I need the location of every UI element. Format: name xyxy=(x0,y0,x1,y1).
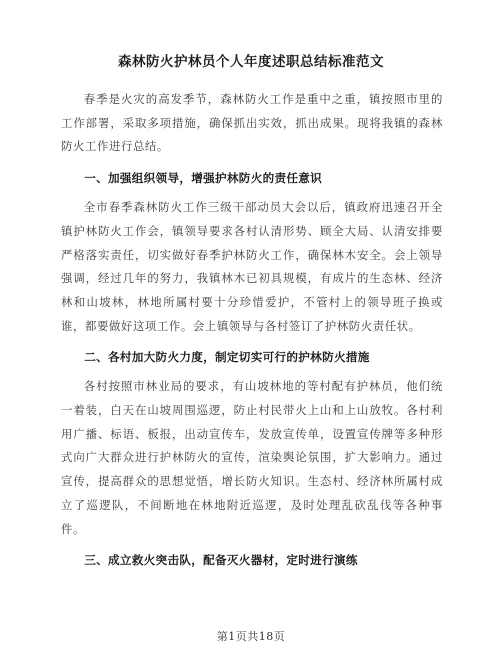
document-title: 森林防火护林员个人年度述职总结标准范文 xyxy=(118,54,384,70)
section-body-1: 全市春季森林防火工作三级干部动员大会以后，镇政府迅速召开全镇护林防火工作会，镇领导要求各村认清形势、顾全大局、认清安排要严格落实责任，切实做好春季护林防火工作，确保林木安全。会上领导强调，经过几年的努力，我镇林木已初具规模，有成片的生态林、经济林和山坡林，林地所属村要十分珍惜爱护，不管村上的领导班子换或谁，都要做好这项工作。会上镇领导与各村签订了护林防火责任状。 xyxy=(61,200,443,333)
page-number: 第1页共18页 xyxy=(216,630,286,643)
section-heading-3: 三、成立救火突击队，配备灭火器材，定时进行演练 xyxy=(84,553,358,568)
document-body xyxy=(61,88,443,578)
section-heading-1: 一、加强组织领导，增强护林防火的责任意识 xyxy=(84,171,323,186)
section-heading-2: 二、各村加大防火力度，制定切实可行的护林防火措施 xyxy=(84,350,370,365)
section-body-2: 各村按照市林业局的要求，有山坡林地的等村配有护林员，他们统一着装，白天在山坡周围巡逻，防止村民带火上山和上山放牧。各村利用广播、标语、板报，出动宣传车，发放宣传单，设置宣传牌等多种形式向广大群众进行护林防火的宣传，渲染舆论氛围，扩大影响力。通过宣传，提高群众的思想觉悟，增长防火知识。生态村、经济林所属村成立了巡逻队，不间断地在林地附近巡逻，及时处理乱砍乱伐等各种事件。 xyxy=(61,379,443,536)
intro-paragraph: 春季是火灾的高发季节，森林防火工作是重中之重，镇按照市里的工作部署，采取多项措施，确保抓出实效，抓出成果。现将我镇的森林防火工作进行总结。 xyxy=(61,92,443,154)
